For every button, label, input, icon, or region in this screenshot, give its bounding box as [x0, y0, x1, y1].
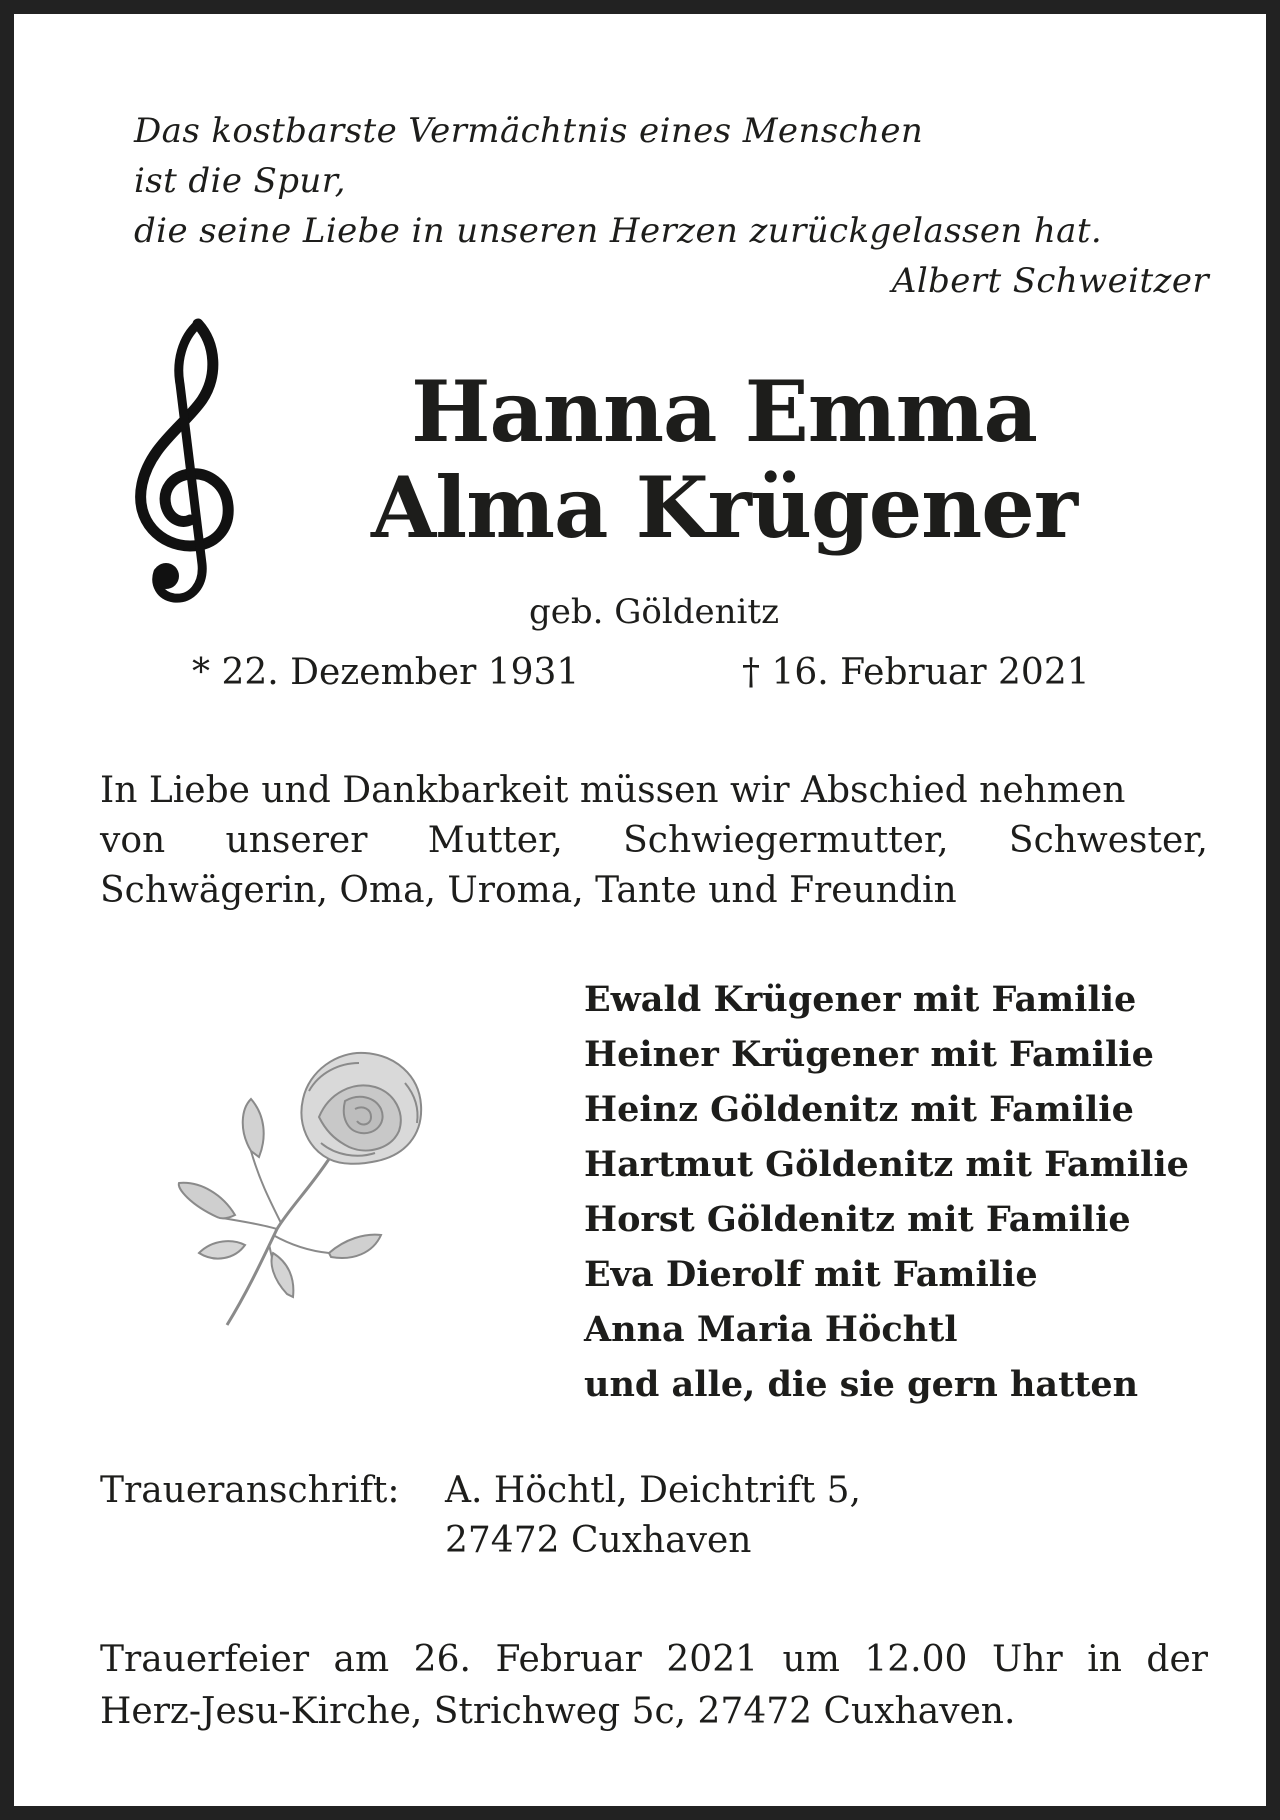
mourning-address — [100, 1466, 1200, 1566]
rose-illustration — [169, 1039, 459, 1339]
intro-line: von unserer Mutter, Schwiegermutter, Schwester, — [100, 820, 1208, 861]
quote-line: die seine Liebe in unseren Herzen zurückgelassen hat. — [134, 211, 1103, 251]
intro-line: In Liebe und Dankbarkeit müssen wir Abschied nehmen — [100, 770, 1126, 811]
quote-line: ist die Spur, — [134, 161, 346, 201]
quote — [134, 106, 1209, 306]
maiden-name: geb. Göldenitz — [528, 592, 779, 632]
service-line: Herz-Jesu-Kirche, Strichweg 5c, 27472 Cuxhaven. — [100, 1691, 1016, 1732]
funeral-service-info — [100, 1634, 1208, 1738]
list-item: Hartmut Göldenitz mit Familie — [584, 1144, 1189, 1185]
list-item: Eva Dierolf mit Familie — [584, 1254, 1038, 1295]
address-label: Traueranschrift: — [100, 1470, 400, 1511]
treble-clef-icon — [132, 314, 244, 614]
list-item: Heinz Göldenitz mit Familie — [584, 1089, 1134, 1130]
list-item: Heiner Krügener mit Familie — [584, 1034, 1154, 1075]
address-line-2: 27472 Cuxhaven — [445, 1520, 752, 1561]
name-line-1: Hanna Emma — [411, 362, 1037, 461]
birth-date: * 22. Dezember 1931 — [192, 652, 580, 693]
list-item: Anna Maria Höchtl — [584, 1309, 958, 1350]
list-item: und alle, die sie gern hatten — [584, 1364, 1139, 1405]
list-item: Horst Göldenitz mit Familie — [584, 1199, 1131, 1240]
death-date: † 16. Februar 2021 — [742, 652, 1090, 693]
intro-text — [100, 766, 1208, 916]
name-line-2: Alma Krügener — [371, 458, 1077, 557]
list-item: Ewald Krügener mit Familie — [584, 979, 1137, 1020]
deceased-name — [314, 364, 1134, 556]
quote-author: Albert Schweitzer — [891, 261, 1209, 301]
mourners-list — [584, 972, 1224, 1412]
address-line-1: A. Höchtl, Deichtrift 5, — [445, 1470, 861, 1511]
service-line: Trauerfeier am 26. Februar 2021 um 12.00 Uhr in der — [100, 1639, 1208, 1680]
intro-line: Schwägerin, Oma, Uroma, Tante und Freundin — [100, 870, 957, 911]
quote-line: Das kostbarste Vermächtnis eines Menschen — [134, 111, 924, 151]
